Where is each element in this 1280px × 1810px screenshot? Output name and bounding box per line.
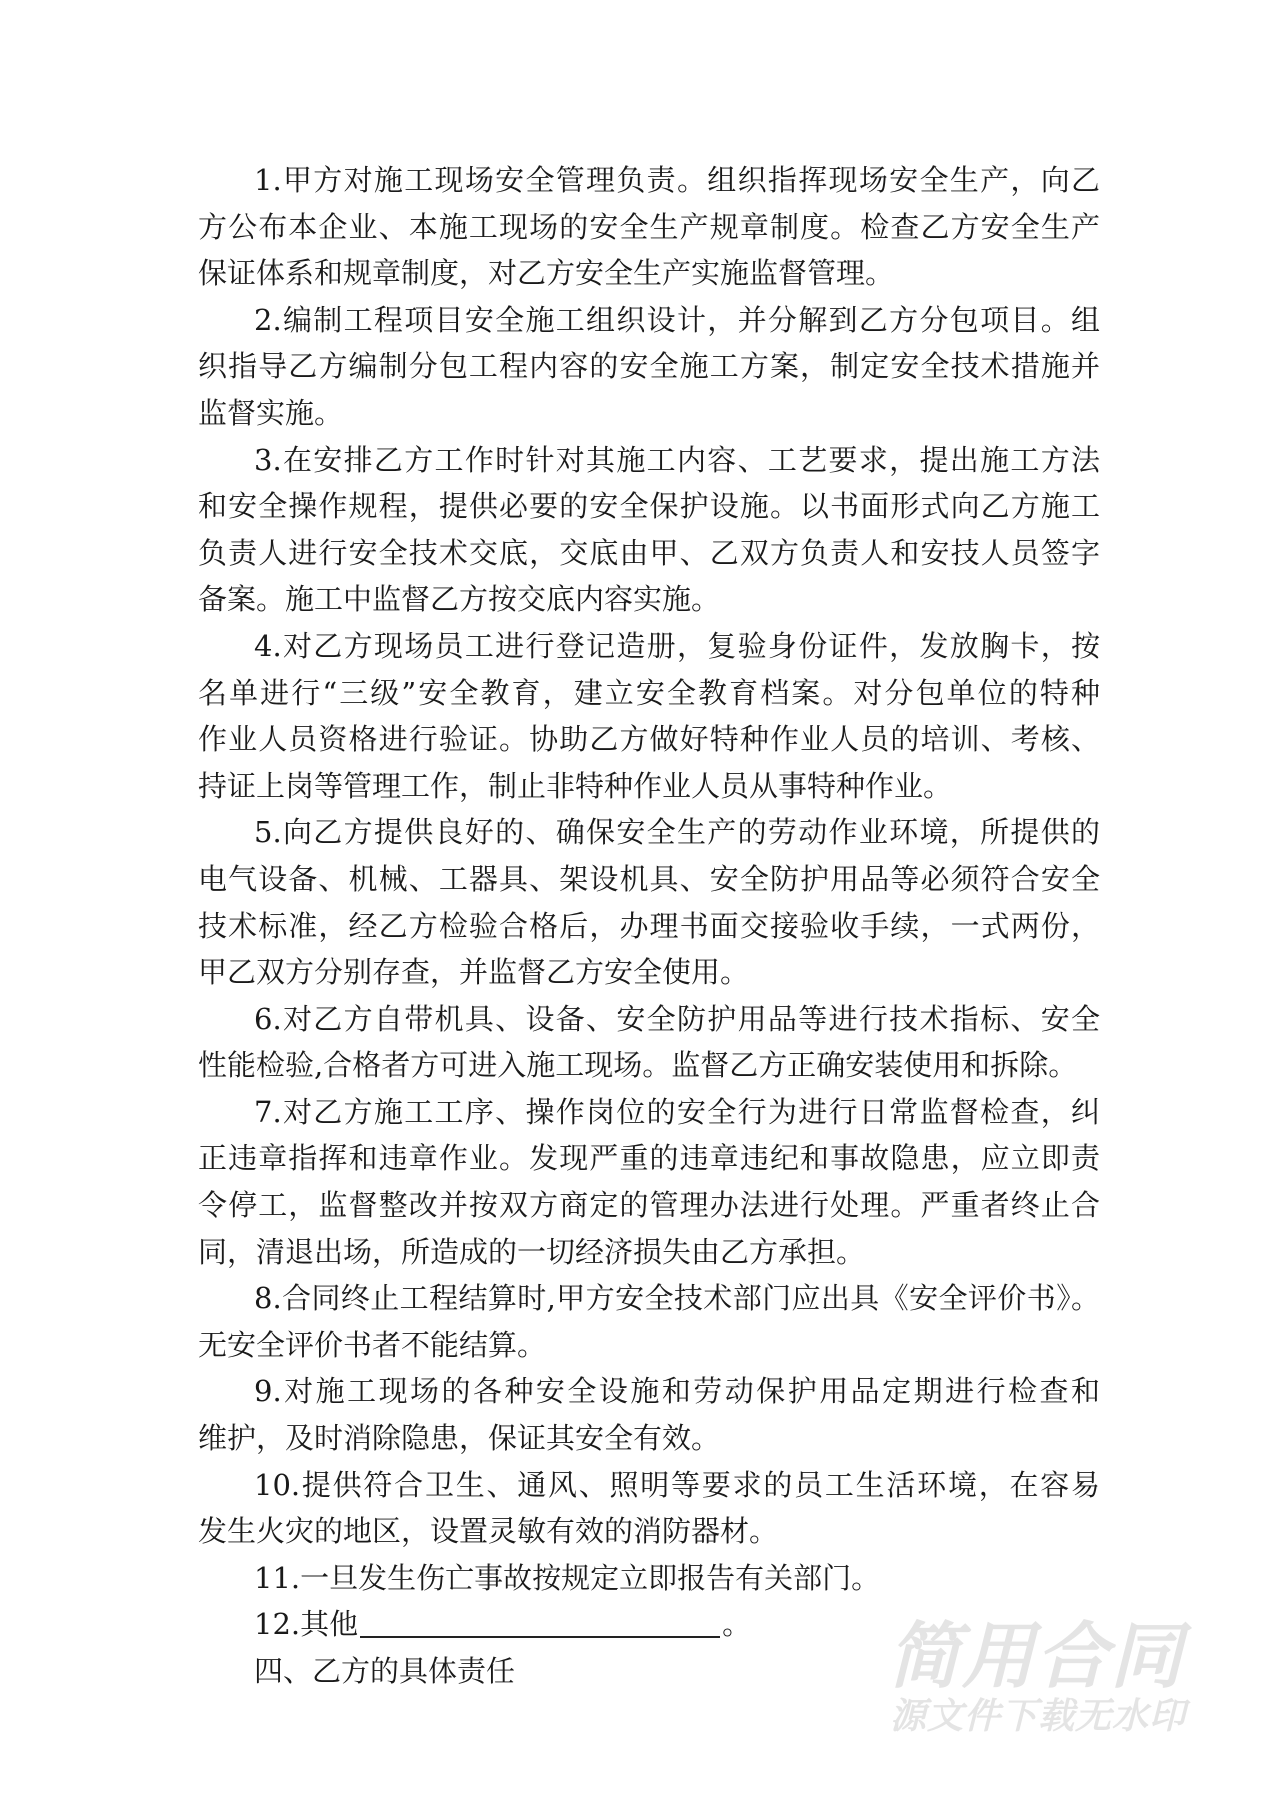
clause-paragraph (198, 1089, 1100, 1275)
clause-line: 8.合同终止工程结算时,甲方安全技术部门应出具《安全评价书》。 (254, 1281, 1100, 1316)
clause-line: 技术标准，经乙方检验合格后，办理书面交接验收手续，一式两份， (198, 908, 1100, 943)
clause-line: 作业人员资格进行验证。协助乙方做好特种作业人员的培训、考核、 (198, 722, 1100, 757)
clause-paragraph (198, 1462, 1100, 1555)
clause-12-label: 12.其他 (254, 1607, 359, 1642)
clause-paragraph (198, 623, 1100, 809)
clause-line: 方公布本企业、本施工现场的安全生产规章制度。检查乙方安全生产 (198, 209, 1100, 244)
clause-line: 持证上岗等管理工作，制止非特种作业人员从事特种作业。 (198, 768, 953, 803)
clause-paragraph (198, 1275, 1100, 1368)
clause-paragraph (198, 809, 1100, 995)
clause-12-end: 。 (722, 1607, 752, 1642)
clause-line: 11.一旦发生伤亡事故按规定立即报告有关部门。 (254, 1560, 881, 1595)
clause-paragraph (198, 297, 1100, 437)
clause-line: 正违章指挥和违章作业。发现严重的违章违纪和事故隐患，应立即责 (198, 1141, 1100, 1176)
clause-line: 织指导乙方编制分包工程内容的安全施工方案，制定安全技术措施并 (198, 349, 1100, 384)
clause-line: 10.提供符合卫生、通风、照明等要求的员工生活环境，在容易 (254, 1467, 1100, 1502)
clause-line: 同，清退出场，所造成的一切经济损失由乙方承担。 (198, 1234, 866, 1269)
clause-line: 5.向乙方提供良好的、确保安全生产的劳动作业环境，所提供的 (254, 815, 1100, 850)
section-heading: 四、乙方的具体责任 (254, 1654, 516, 1688)
clause-line: 9.对施工现场的各种安全设施和劳动保护用品定期进行检查和 (254, 1374, 1100, 1409)
clause-line: 名单进行“三级”安全教育，建立安全教育档案。对分包单位的特种 (198, 675, 1100, 710)
clause-line: 令停工，监督整改并按双方商定的管理办法进行处理。严重者终止合 (198, 1188, 1100, 1223)
clause-paragraph (198, 1555, 1100, 1602)
watermark-subtitle: 源文件下载无水印 (890, 1696, 1187, 1737)
clause-line: 发生火灾的地区，设置灵敏有效的消防器材。 (198, 1514, 779, 1549)
clause-line: 7.对乙方施工工序、操作岗位的安全行为进行日常监督检查，纠 (254, 1094, 1100, 1129)
clause-line: 保证体系和规章制度，对乙方安全生产实施监督管理。 (198, 256, 895, 291)
clause-line: 2.编制工程项目安全施工组织设计，并分解到乙方分包项目。组 (254, 302, 1100, 337)
document-body (198, 157, 1100, 1695)
watermark-title: 简用合同 (888, 1614, 1185, 1698)
clause-line: 和安全操作规程，提供必要的安全保护设施。以书面形式向乙方施工 (198, 489, 1100, 524)
clause-line: 性能检验,合格者方可进入施工现场。监督乙方正确安装使用和拆除。 (198, 1048, 1078, 1083)
fill-in-blank[interactable] (360, 1606, 720, 1638)
clause-line: 1.甲方对施工现场安全管理负责。组织指挥现场安全生产，向乙 (254, 163, 1100, 197)
clause-line: 电气设备、机械、工器具、架设机具、安全防护用品等必须符合安全 (198, 861, 1100, 896)
clause-paragraph (198, 157, 1100, 297)
clause-line: 监督实施。 (198, 395, 344, 430)
clause-line: 备案。施工中监督乙方按交底内容实施。 (198, 582, 721, 617)
clause-line: 无安全评价书者不能结算。 (198, 1327, 547, 1362)
clause-paragraph (198, 1368, 1100, 1461)
clause-paragraph (198, 996, 1100, 1089)
clause-line: 负责人进行安全技术交底，交底由甲、乙双方负责人和安技人员签字 (198, 535, 1100, 570)
clause-line: 4.对乙方现场员工进行登记造册，复验身份证件，发放胸卡，按 (254, 628, 1100, 663)
clause-paragraph (198, 437, 1100, 623)
clause-line: 甲乙双方分别存查，并监督乙方安全使用。 (198, 955, 750, 990)
clause-line: 维护，及时消除隐患，保证其安全有效。 (198, 1421, 721, 1456)
clause-line: 3.在安排乙方工作时针对其施工内容、工艺要求，提出施工方法 (254, 442, 1100, 477)
clause-line: 6.对乙方自带机具、设备、安全防护用品等进行技术指标、安全 (254, 1001, 1100, 1036)
